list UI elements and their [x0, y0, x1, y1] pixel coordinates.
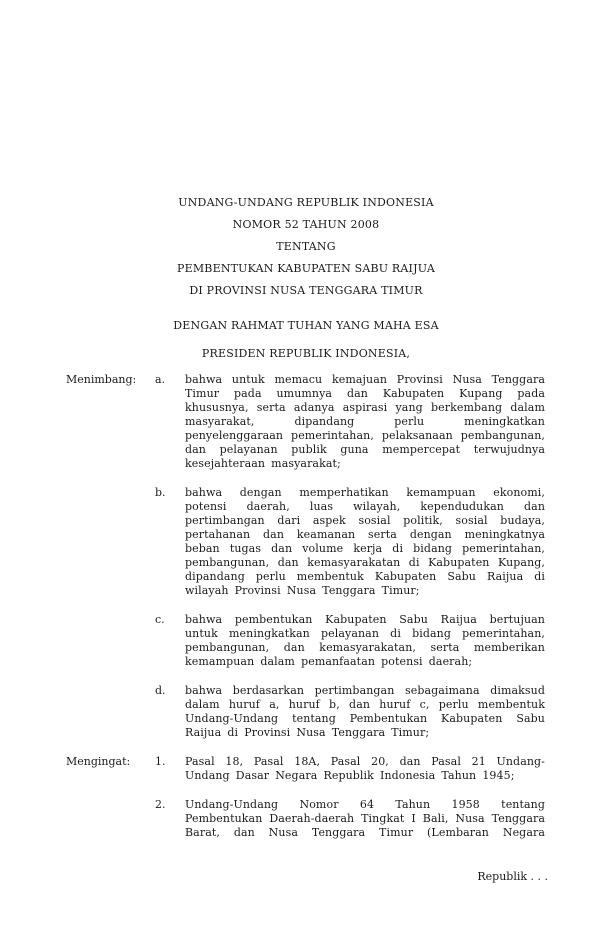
- item-text: bahwa pembentukan Kabupaten Sabu Raijua bertujuan untuk meningkatkan pelayanan di bidang pemerintahan, pembangunan, dan kemasyarakatan, serta memberikan kemampuan dalam pemanfaatan potensi daerah;: [185, 613, 545, 668]
- item-text: Undang-Undang Nomor 64 Tahun 1958 tentang Pembentukan Daerah-daerah Tingkat I Bali, Nusa Tenggara Barat, dan Nusa Tenggara Timur (Lembaran Negara: [185, 798, 545, 839]
- doc-title-line-2: NOMOR 52 TAHUN 2008: [232, 218, 380, 231]
- doc-title-line-1: UNDANG-UNDANG REPUBLIK INDONESIA: [178, 196, 434, 209]
- item-marker: 2.: [155, 798, 166, 811]
- list-item: [155, 755, 545, 783]
- list-item: [155, 798, 545, 840]
- item-text: bahwa untuk memacu kemajuan Provinsi Nusa Tenggara Timur pada umumnya dan Kabupaten Kupang pada khususnya, serta adanya aspirasi yang berkembang dalam masyarakat, dipandang perlu meningkatkan penyelenggaraan pemerintahan, pelaksanaan pembangunan, dan pelayanan publik guna mempercepat terwujudnya kesejahteraan masyarakat;: [185, 373, 545, 470]
- doc-title-line-4: PEMBENTUKAN KABUPATEN SABU RAIJUA: [177, 262, 435, 275]
- invocation-line: DENGAN RAHMAT TUHAN YANG MAHA ESA: [173, 319, 439, 332]
- document-header: [0, 0, 612, 365]
- section-items: [155, 373, 545, 755]
- section-items: [155, 755, 545, 855]
- list-item: [155, 373, 545, 471]
- section-label: Mengingat:: [66, 755, 131, 768]
- doc-title-line-5: DI PROVINSI NUSA TENGGARA TIMUR: [189, 284, 423, 297]
- item-text: Pasal 18, Pasal 18A, Pasal 20, dan Pasal 21 Undang-Undang Dasar Negara Republik Indonesia Tahun 1945;: [185, 755, 545, 782]
- section-label: Menimbang:: [66, 373, 137, 386]
- item-text: bahwa berdasarkan pertimbangan sebagaimana dimaksud dalam huruf a, huruf b, dan huruf c, perlu membentuk Undang-Undang tentang Pembentukan Kabupaten Sabu Raijua di Provinsi Nusa Tenggara Timur;: [185, 684, 545, 739]
- doc-title-line-3: TENTANG: [276, 240, 336, 253]
- item-text: bahwa dengan memperhatikan kemampuan ekonomi, potensi daerah, luas wilayah, kependudukan dan pertimbangan dari aspek sosial politik, sosial budaya, pertahanan dan keamanan serta dengan meningkatnya beban tugas dan volume kerja di bidang pemerintahan, pembangunan, dan kemasyarakatan di Kabupaten Kupang, dipandang perlu membentuk Kabupaten Sabu Raijua di wilayah Provinsi Nusa Tenggara Timur;: [185, 486, 545, 597]
- item-marker: d.: [155, 684, 166, 697]
- item-marker: a.: [155, 373, 166, 386]
- catchword: Republik . . .: [477, 870, 548, 883]
- list-item: [155, 613, 545, 669]
- section-mengingat: [66, 755, 545, 855]
- item-marker: b.: [155, 486, 166, 499]
- item-marker: 1.: [155, 755, 166, 768]
- section-menimbang: [66, 373, 545, 755]
- item-marker: c.: [155, 613, 165, 626]
- document-body: [0, 373, 612, 855]
- list-item: [155, 684, 545, 740]
- issuer-line: PRESIDEN REPUBLIK INDONESIA,: [201, 347, 411, 360]
- list-item: [155, 486, 545, 598]
